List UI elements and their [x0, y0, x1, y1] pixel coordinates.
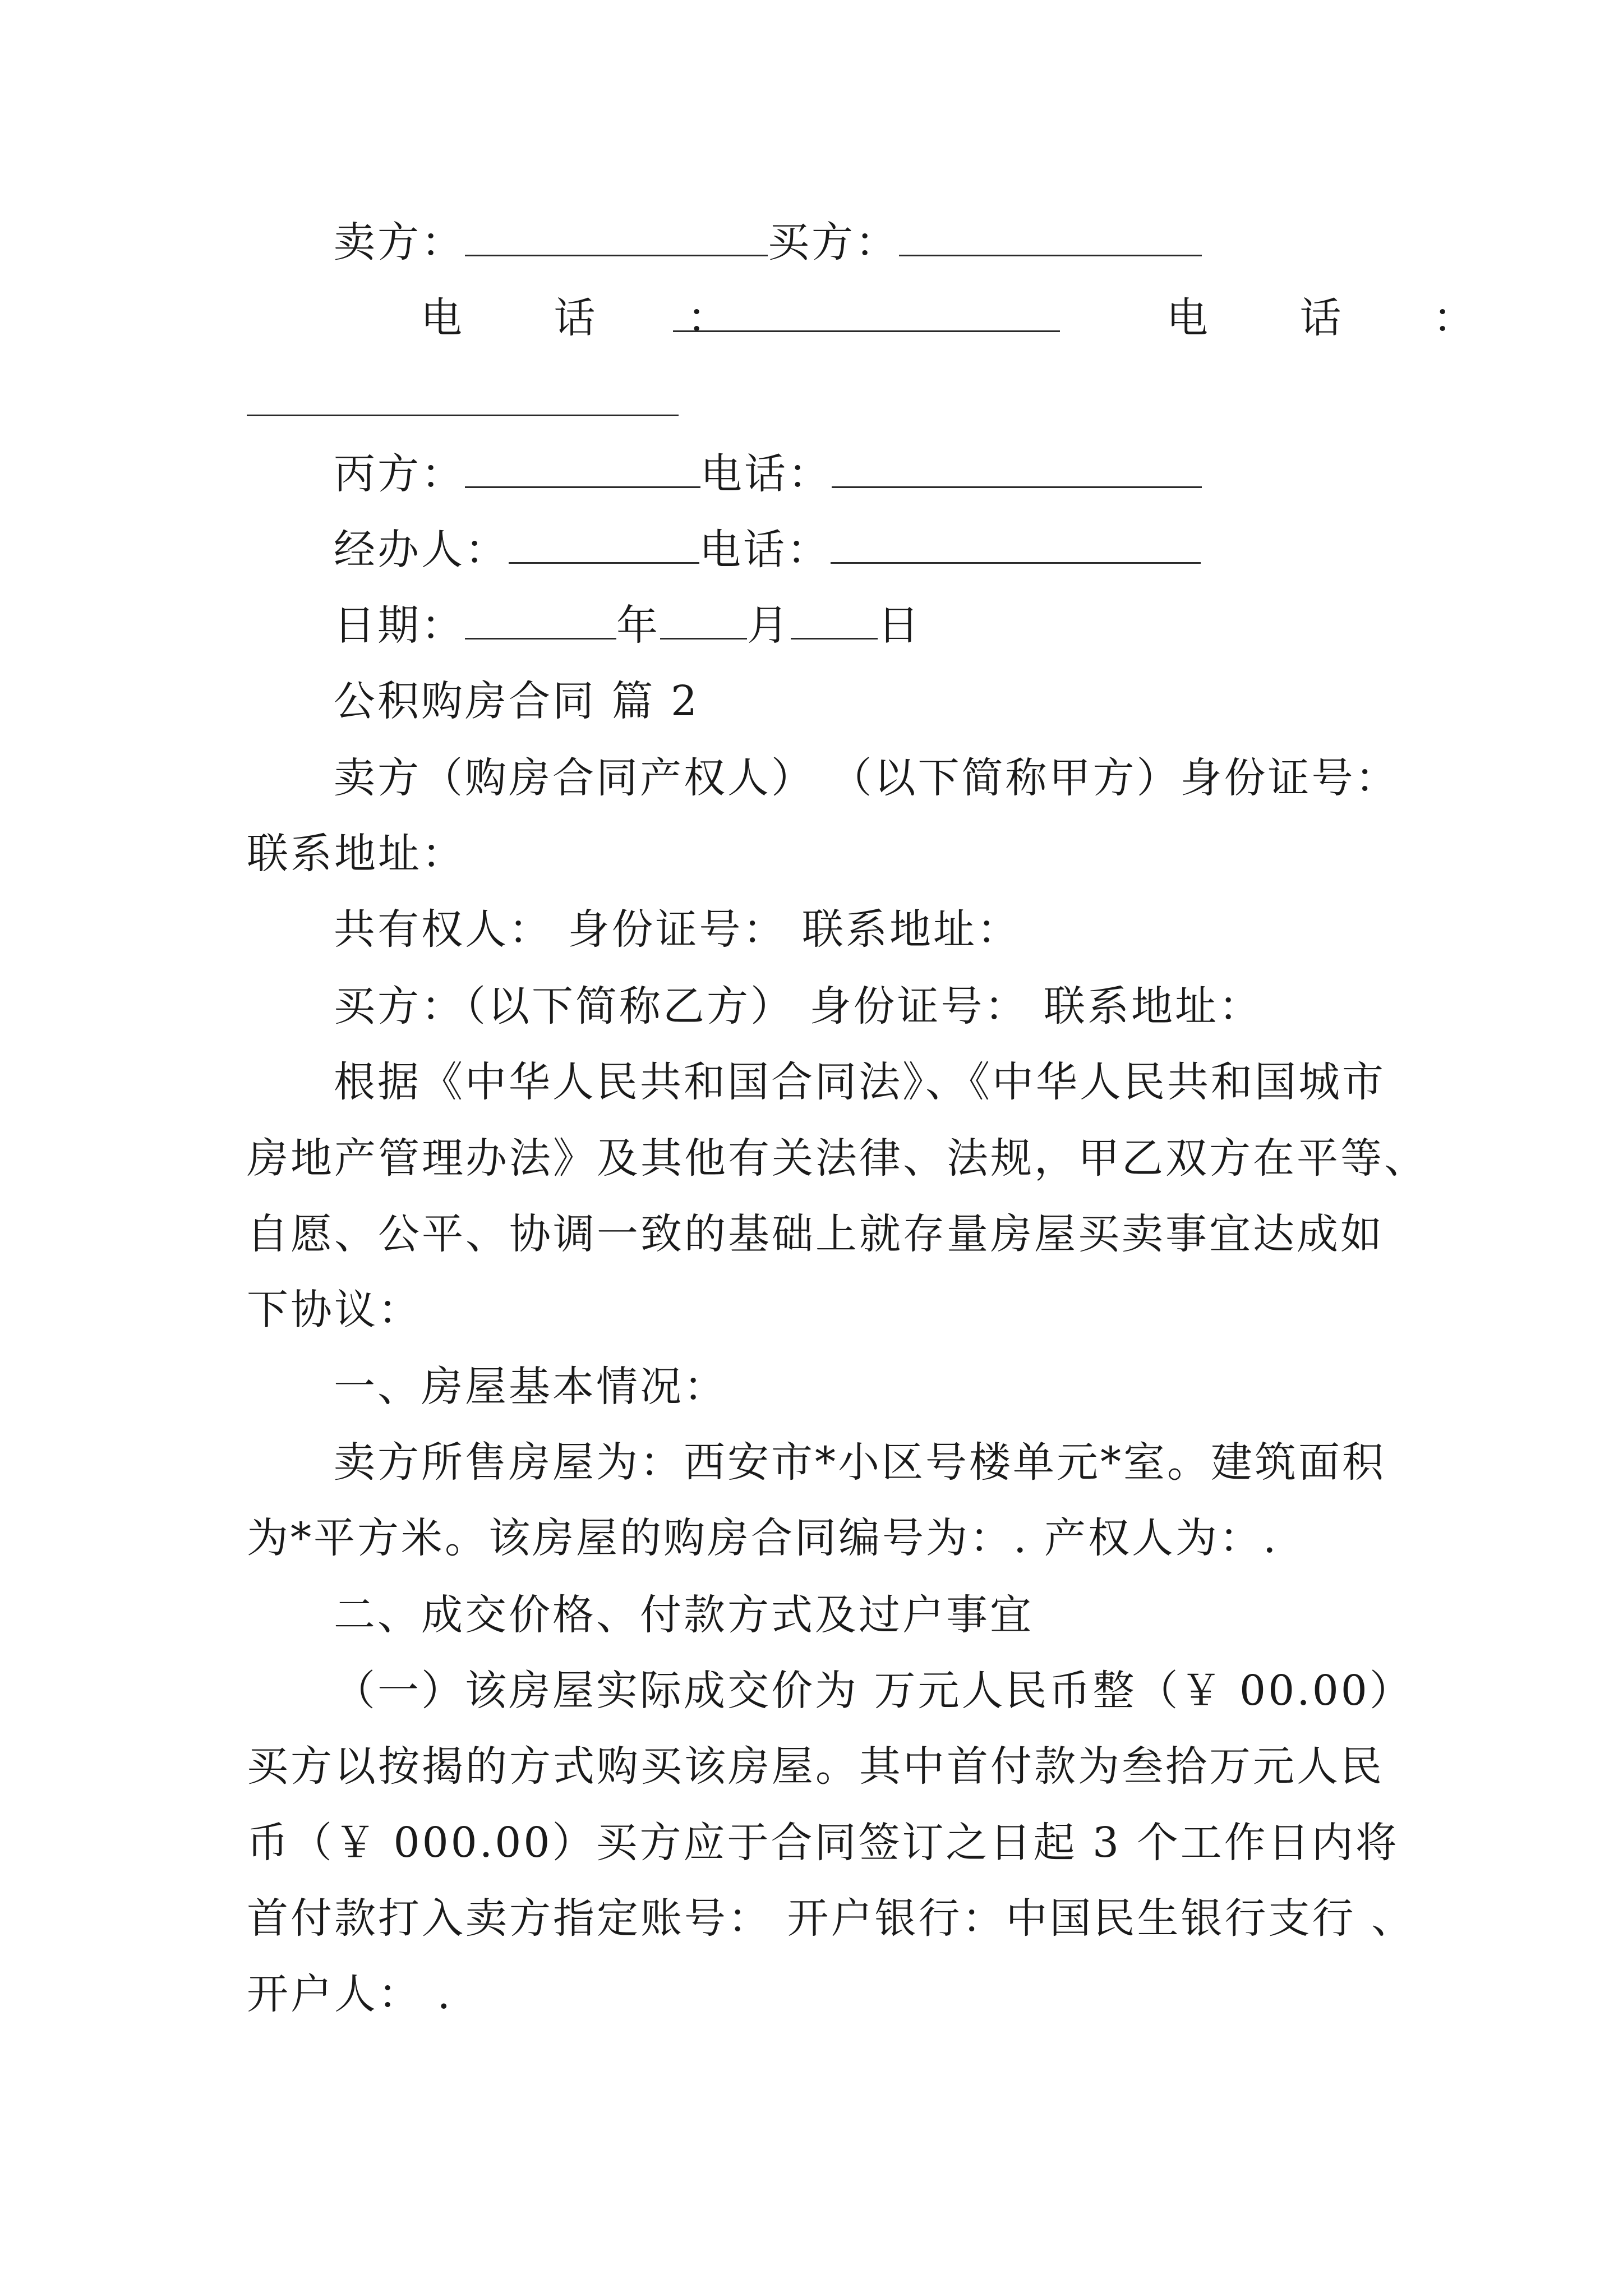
- agent-label: 经办人：: [334, 526, 509, 574]
- seller-label: 卖方：: [334, 218, 465, 266]
- section-heading: 公积购房合同 篇 2: [334, 677, 700, 725]
- phone-label-1: 电 话 ：: [421, 294, 768, 342]
- price-line-4: 首付款打入卖方指定账号： 开户银行：中国民生银行支行 、: [247, 1894, 1415, 1943]
- seller-info-line-2: 联系地址：: [247, 830, 465, 878]
- year-label: 年: [616, 601, 660, 650]
- co-owner-line: 共有权人： 身份证号： 联系地址：: [334, 905, 1021, 954]
- agent-line: [334, 526, 1201, 574]
- basis-line-2: 房地产管理办法》及其他有关法律、法规，甲乙双方在平等、: [247, 1134, 1428, 1182]
- property-line-2: 为*平方米。该房屋的购房合同编号为：. 产权人为：.: [247, 1514, 1279, 1562]
- basis-line-3: 自愿、公平、协调一致的基础上就存量房屋买卖事宜达成如: [247, 1210, 1384, 1258]
- month-blank: [660, 631, 747, 639]
- price-line-3: 币（￥ 000.00）买方应于合同签订之日起 3 个工作日内将: [247, 1819, 1399, 1867]
- phone-label-2: 电 话 ：: [1166, 294, 1514, 342]
- party-c-label: 丙方：: [334, 450, 465, 498]
- day-label: 日: [878, 601, 921, 650]
- day-blank: [791, 631, 878, 639]
- phone-blank-1: [673, 324, 1060, 332]
- party-c-phone-blank: [832, 480, 1202, 488]
- buyer-blank: [899, 248, 1202, 256]
- basis-line-4: 下协议：: [247, 1286, 422, 1334]
- price-line-5: 开户人： .: [247, 1970, 453, 2018]
- buyer-label: 买方：: [768, 218, 899, 266]
- party-c-phone-label: 电话：: [700, 450, 832, 498]
- agent-blank: [509, 555, 699, 564]
- seller-info-line-1: 卖方（购房合同产权人） （以下简称甲方）身份证号：: [334, 754, 1399, 802]
- seller-blank: [465, 248, 768, 256]
- year-blank: [465, 631, 616, 639]
- buyer-info-line: 买方：（以下简称乙方） 身份证号： 联系地址：: [334, 982, 1263, 1030]
- basis-line-1: 根据《中华人民共和国合同法》、《中华人民共和国城市: [334, 1058, 1386, 1106]
- party-c-blank: [465, 480, 700, 488]
- phone-label-2-row: [1166, 294, 1514, 342]
- party-c-line: [334, 450, 1202, 498]
- phone-blank-2-row: [247, 381, 679, 423]
- section-2-title: 二、成交价格、付款方式及过户事宜: [334, 1591, 1034, 1639]
- seller-line: [334, 218, 1202, 266]
- agent-phone-blank: [831, 555, 1201, 564]
- date-label: 日期：: [334, 601, 465, 650]
- date-line: [334, 601, 921, 650]
- price-line-2: 买方以按揭的方式购买该房屋。其中首付款为叁拾万元人民: [247, 1742, 1384, 1791]
- price-line-1: （一）该房屋实际成交价为 万元人民币整（￥ 00.00）: [334, 1667, 1413, 1715]
- phone-blank-2: [247, 408, 679, 416]
- month-label: 月: [747, 601, 791, 650]
- property-line-1: 卖方所售房屋为：西安市*小区号楼单元*室。建筑面积: [334, 1438, 1386, 1487]
- section-1-title: 一、房屋基本情况：: [334, 1363, 727, 1411]
- agent-phone-label: 电话：: [699, 526, 831, 574]
- phone-blank-1-row: [673, 297, 1060, 339]
